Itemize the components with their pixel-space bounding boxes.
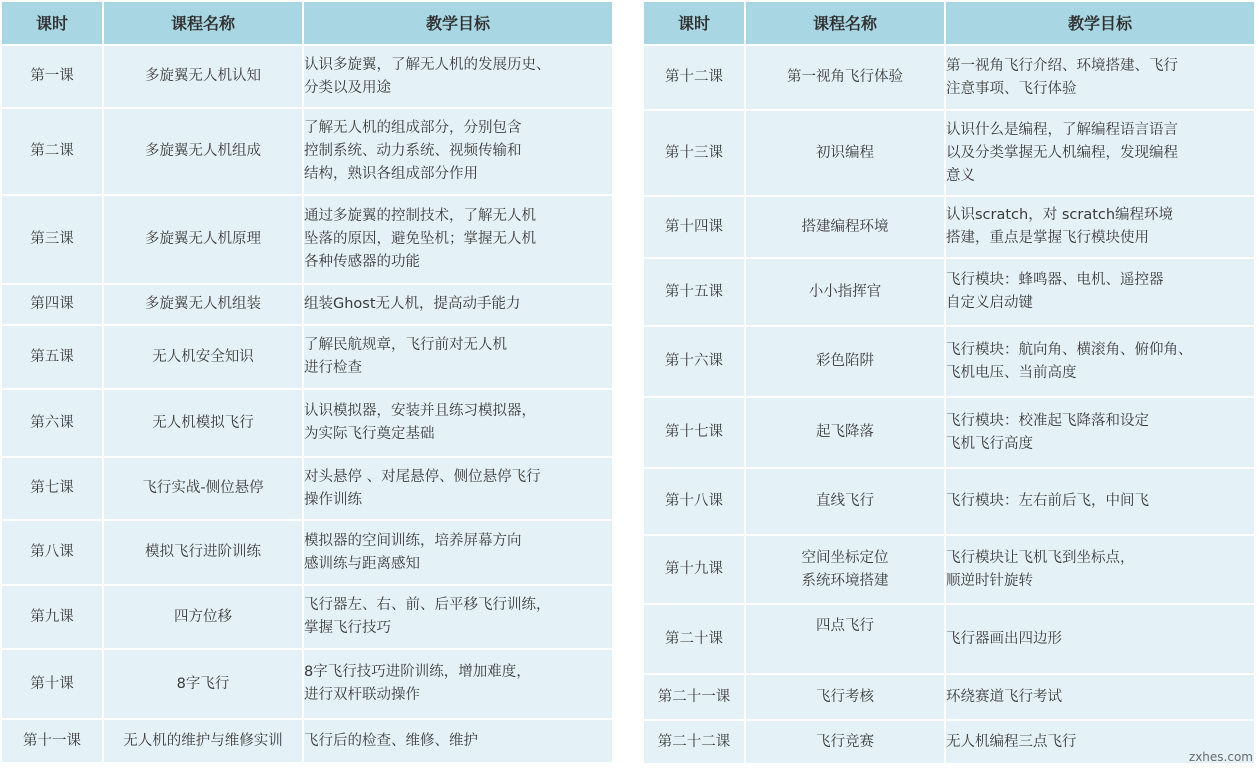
table-row [1,325,613,389]
lesson-cell: 第十六课 [643,326,745,397]
lesson-cell: 第八课 [1,520,103,585]
goal-cell: 飞行器左、右、前、后平移飞行训练， 掌握飞行技巧 [303,585,613,649]
table-row [1,457,613,520]
course-name-cell: 四方位移 [103,585,303,649]
course-name-cell: 多旋翼无人机认知 [103,45,303,108]
course-name-cell: 无人机安全知识 [103,325,303,389]
course-name-cell: 直线飞行 [745,468,945,535]
header-lesson: 课时 [643,1,745,45]
goal-cell: 飞行器画出四边形 [945,604,1255,674]
lesson-cell: 第五课 [1,325,103,389]
course-name-cell: 飞行竞赛 [745,720,945,764]
goal-cell: 环绕赛道飞行考试 [945,674,1255,720]
lesson-cell: 第十九课 [643,535,745,604]
goal-cell: 模拟器的空间训练，培养屏幕方向 感训练与距离感知 [303,520,613,585]
goal-cell: 认识scratch，对 scratch编程环境 搭建，重点是掌握飞行模块使用 [945,196,1255,258]
goal-cell: 飞行模块：航向角、横滚角、俯仰角、 飞机电压、当前高度 [945,326,1255,397]
table-row [643,326,1255,397]
header-lesson: 课时 [1,1,103,45]
course-name-cell: 四点飞行 [745,604,945,674]
table-row [1,45,613,108]
goal-cell: 认识什么是编程，了解编程语言语言 以及分类掌握无人机编程，发现编程 意义 [945,110,1255,196]
lesson-cell: 第二十二课 [643,720,745,764]
header-course-name: 课程名称 [745,1,945,45]
course-name-cell: 小小指挥官 [745,258,945,326]
course-name-cell: 空间坐标定位 系统环境搭建 [745,535,945,604]
table-row [643,196,1255,258]
table-row [643,604,1255,674]
goal-cell: 通过多旋翼的控制技术，了解无人机 坠落的原因，避免坠机；掌握无人机 各种传感器的功能 [303,195,613,284]
table-row [1,719,613,763]
table-row [1,195,613,284]
course-name-cell: 模拟飞行进阶训练 [103,520,303,585]
lesson-cell: 第十课 [1,649,103,719]
goal-cell: 认识模拟器，安装并且练习模拟器， 为实际飞行奠定基础 [303,389,613,457]
table-row [1,389,613,457]
table-row [643,110,1255,196]
table-row [643,468,1255,535]
lesson-cell: 第三课 [1,195,103,284]
lesson-cell: 第十五课 [643,258,745,326]
table-header-row [643,1,1255,45]
course-name-cell: 多旋翼无人机组成 [103,108,303,195]
goal-cell: 无人机编程三点飞行 [945,720,1255,764]
table-row [643,397,1255,468]
goal-cell: 了解无人机的组成部分，分别包含 控制系统、动力系统、视频传输和 结构，熟识各组成部分作用 [303,108,613,195]
header-goal: 教学目标 [945,1,1255,45]
lesson-cell: 第十七课 [643,397,745,468]
goal-cell: 飞行后的检查、维修、维护 [303,719,613,763]
lesson-cell: 第二十一课 [643,674,745,720]
lesson-cell: 第十三课 [643,110,745,196]
lesson-cell: 第四课 [1,284,103,325]
course-name-cell: 彩色陷阱 [745,326,945,397]
table-row [1,585,613,649]
header-course-name: 课程名称 [103,1,303,45]
lesson-cell: 第一课 [1,45,103,108]
course-table-left [0,0,614,764]
lesson-cell: 第十八课 [643,468,745,535]
goal-cell: 飞行模块：校准起飞降落和设定 飞机飞行高度 [945,397,1255,468]
goal-cell: 飞行模块：蜂鸣器、电机、遥控器 自定义启动键 [945,258,1255,326]
table-row [643,258,1255,326]
lesson-cell: 第九课 [1,585,103,649]
lesson-cell: 第十四课 [643,196,745,258]
header-goal: 教学目标 [303,1,613,45]
table-row [643,720,1255,764]
goal-cell: 飞行模块：左右前后飞，中间飞 [945,468,1255,535]
course-name-cell: 无人机模拟飞行 [103,389,303,457]
lesson-cell: 第十二课 [643,45,745,110]
lesson-cell: 第二课 [1,108,103,195]
lesson-cell: 第二十课 [643,604,745,674]
goal-cell: 组装Ghost无人机，提高动手能力 [303,284,613,325]
course-name-cell: 飞行实战-侧位悬停 [103,457,303,520]
table-row [1,108,613,195]
table-row [1,520,613,585]
goal-cell: 飞行模块让飞机飞到坐标点， 顺逆时针旋转 [945,535,1255,604]
table-row [1,649,613,719]
course-name-cell: 多旋翼无人机组装 [103,284,303,325]
course-name-cell: 初识编程 [745,110,945,196]
watermark-text: zxhes.com [1188,750,1253,764]
lesson-cell: 第十一课 [1,719,103,763]
course-name-cell: 多旋翼无人机原理 [103,195,303,284]
course-name-cell: 无人机的维护与维修实训 [103,719,303,763]
table-row [1,284,613,325]
course-name-cell: 第一视角飞行体验 [745,45,945,110]
table-row [643,535,1255,604]
lesson-cell: 第七课 [1,457,103,520]
lesson-cell: 第六课 [1,389,103,457]
course-name-cell: 搭建编程环境 [745,196,945,258]
goal-cell: 第一视角飞行介绍、环境搭建、飞行 注意事项、飞行体验 [945,45,1255,110]
table-row [643,45,1255,110]
table-header-row [1,1,613,45]
course-name-cell: 8字飞行 [103,649,303,719]
course-name-cell: 飞行考核 [745,674,945,720]
goal-cell: 8字飞行技巧进阶训练，增加难度， 进行双杆联动操作 [303,649,613,719]
goal-cell: 对头悬停 、对尾悬停、侧位悬停飞行 操作训练 [303,457,613,520]
course-table-right [642,0,1256,765]
goal-cell: 了解民航规章，飞行前对无人机 进行检查 [303,325,613,389]
course-name-cell: 起飞降落 [745,397,945,468]
table-row [643,674,1255,720]
goal-cell: 认识多旋翼，了解无人机的发展历史、 分类以及用途 [303,45,613,108]
